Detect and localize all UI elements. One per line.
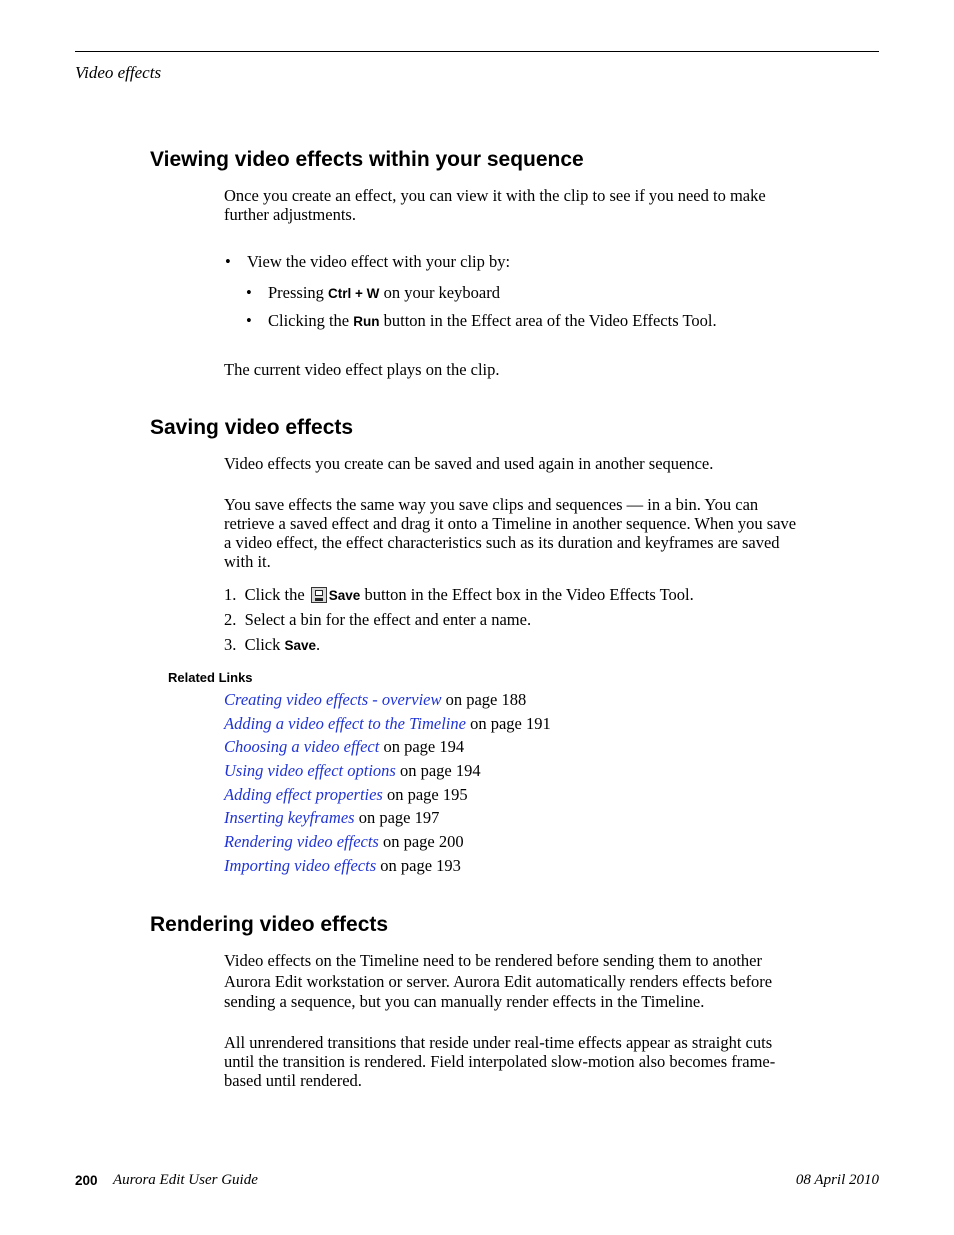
shortcut-ctrl-w: Ctrl + W <box>328 286 380 301</box>
save-disk-icon <box>311 587 327 603</box>
heading-saving-video-effects: Saving video effects <box>150 416 354 439</box>
related-link[interactable]: Adding a video effect to the Timeline <box>224 714 466 733</box>
step-3: 3. Click Save. <box>224 635 321 654</box>
related-link[interactable]: Using video effect options <box>224 761 396 780</box>
step-2: 2. Select a bin for the effect and enter a name. <box>224 610 532 629</box>
related-link[interactable]: Inserting keyframes <box>224 808 355 827</box>
related-link[interactable]: Importing video effects <box>224 856 377 875</box>
save-label: Save <box>284 638 317 653</box>
saving-paragraph-1: Video effects you create can be saved and used again in another sequence. <box>224 454 714 473</box>
step-1: 1. Click the Save button in the Effect box in the Video Effects Tool. <box>224 585 694 604</box>
rendering-paragraph-2: All unrendered transitions that reside under real-time effects appear as straight cuts until the transition is rendered. Field interpolated slow-motion also becomes frame-based until rendered. <box>224 1033 776 1090</box>
related-link-row: Rendering video effects on page 200 <box>224 832 464 851</box>
saving-paragraph-2: You save effects the same way you save clips and sequences — in a bin. You can retrieve a saved effect and drag it onto a Timeline in another sequence. When you save a video effect, the effect characteristics such as its duration and keyframes are saved with it. <box>224 495 797 571</box>
related-link-row: Creating video effects - overview on page 188 <box>224 690 527 709</box>
related-link-row: Importing video effects on page 193 <box>224 856 461 875</box>
related-link-row: Adding effect properties on page 195 <box>224 785 468 804</box>
sub-bullet-keyboard: • Pressing Ctrl + W on your keyboard <box>246 283 500 302</box>
related-link[interactable]: Choosing a video effect <box>224 737 380 756</box>
related-link-row: Choosing a video effect on page 194 <box>224 737 465 756</box>
related-links-title: Related Links <box>168 670 253 685</box>
rendering-paragraph-1: Video effects on the Timeline need to be rendered before sending them to another Aurora Edit workstation or server. Aurora Edit automatically renders effects before sending a sequence, but you can manually render effects in the Timeline. <box>224 951 773 1011</box>
related-link[interactable]: Rendering video effects <box>224 832 379 851</box>
page-number: 200 <box>75 1173 98 1188</box>
related-link-row: Inserting keyframes on page 197 <box>224 808 440 827</box>
related-link[interactable]: Creating video effects - overview <box>224 690 442 709</box>
related-link-row: Using video effect options on page 194 <box>224 761 481 780</box>
bullet-text: View the video effect with your clip by: <box>247 252 511 271</box>
publication-date: 08 April 2010 <box>795 1172 879 1188</box>
viewing-intro-paragraph: Once you create an effect, you can view it with the clip to see if you need to make further adjustments. <box>224 186 766 224</box>
heading-rendering-video-effects: Rendering video effects <box>150 913 389 936</box>
running-head: Video effects <box>75 63 162 82</box>
heading-viewing-video-effects: Viewing video effects within your sequence <box>150 148 584 171</box>
related-link[interactable]: Adding effect properties <box>224 785 383 804</box>
guide-title: Aurora Edit User Guide <box>113 1172 258 1188</box>
save-label: Save <box>328 588 361 603</box>
bullet-view-effect: • View the video effect with your clip by: <box>225 252 511 271</box>
sub-bullet-run-button: • Clicking the Run button in the Effect area of the Video Effects Tool. <box>246 311 717 330</box>
header-rule <box>75 51 879 52</box>
related-link-row: Adding a video effect to the Timeline on page 191 <box>224 714 551 733</box>
run-label: Run <box>353 314 380 329</box>
viewing-result-paragraph: The current video effect plays on the clip. <box>224 360 500 379</box>
